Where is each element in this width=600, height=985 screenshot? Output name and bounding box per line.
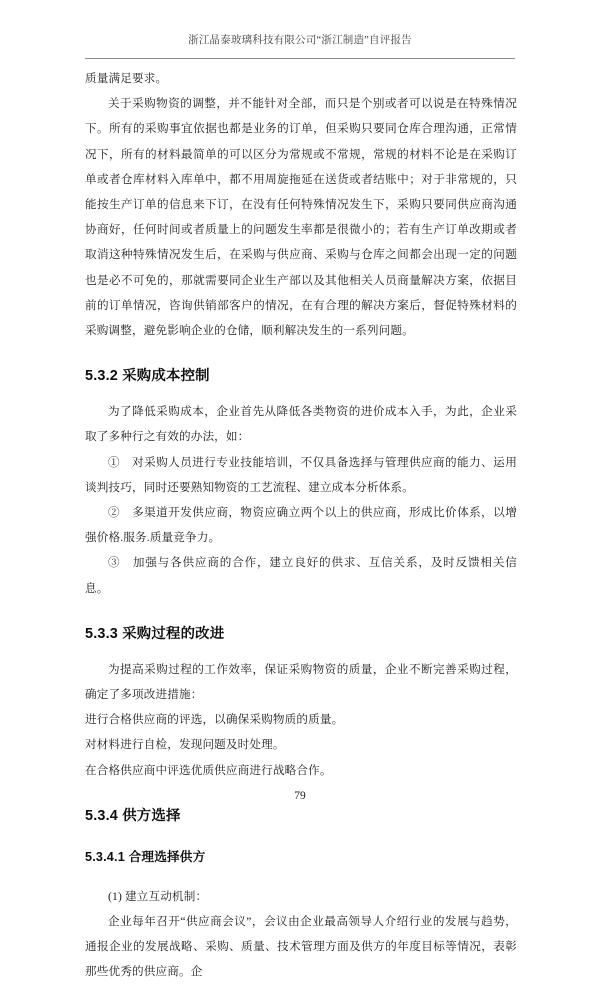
page-header [85,34,515,48]
section-heading-5-3-4: 5.3.4 供方选择 [85,807,181,824]
section-heading-5-3-4-1: 5.3.4.1 合理选择供方 [85,849,206,864]
section-5-3-2-item-2: ② 多渠道开发供应商，物资应确立两个以上的供应商，形成比价体系，以增强价格.服务.质量竞争力。 [85,506,517,545]
header-title: 浙江晶泰玻璃科技有限公司“浙江制造”自评报告 [188,35,412,46]
spacer [85,601,517,622]
section-heading-5-3-2: 5.3.2 采购成本控制 [85,368,210,385]
spacer [85,343,517,364]
spacer [85,388,517,399]
spacer [85,868,517,884]
page-footer [85,786,515,804]
section-5-3-2-item-1: ① 对采购人员进行专业技能培训，不仅具备选择与管理供应商的能力、运用谈判技巧，同时还要熟知物资的工艺流程、建立成本分析体系。 [85,455,517,494]
section-5-3-2-item-3: ③ 加强与各供应商的合作，建立良好的供求、互信关系，及时反馈相关信息。 [85,556,517,595]
section-5-3-2-intro: 为了降低采购成本，企业首先从降低各类物资的进价成本入手，为此，企业采取了多种行之有效的办法，如： [85,405,517,444]
paragraph-procurement-adjustment: 关于采购物资的调整，并不能针对全部，而只是个别或者可以说是在特殊情况下。所有的采购事宜依据也都是业务的订单，但采购只要同仓库合理沟通，正常情况下，所有的材料最简单的可以区分为常规或不常规，常规的材料不论是在采购订单或者仓库材料入库单中，都不用周旋拖延在送货或者结账中；对于非常规的，只能按生产订单的信息来下订，在没有任何特殊情况发生下，采购只要同供应商沟通协商好，任何时间或者质量上的问题发生率都是很微小的；若有生产订单改期或者取消这种特殊情况发生后，在采购与供应商、采购与仓库之间都会出现一定的问题也是必不可免的，那就需要同企业生产部以及其他相关人员商量解决方案，依据目前的订单情况，咨询供销部客户的情况，在有合理的解决方案后，督促特殊材料的采购调整，避免影响企业的仓储，顺利解决发生的一系列问题。 [85,97,517,338]
spacer [85,828,517,846]
section-5-3-3-intro: 为提高采购过程的工作效率，保证采购物资的质量，企业不断完善采购过程，确定了多项改进措施： [85,662,517,702]
section-5-3-3-item-3: 在合格供应商中评选优质供应商进行战略合作。 [85,763,332,777]
section-heading-5-3-3: 5.3.3 采购过程的改进 [85,625,225,642]
page-number: 79 [294,790,306,802]
paragraph-continuation: 质量满足要求。 [85,72,168,85]
section-5-3-4-1-item-2: 企业每年召开“供应商会议”，会议由企业最高领导人介绍行业的发展与趋势，通报企业的发展战略、采购、质量、技术管理方面及供方的年度目标等情况，表彰那些优秀的供应商。企 [85,915,517,979]
spacer [85,646,517,657]
section-5-3-4-1-item-1: (1) 建立互动机制： [108,889,208,903]
header-divider [85,58,515,59]
section-5-3-3-item-1: 进行合格供应商的评选，以确保采购物质的质量。 [85,713,344,727]
page-content [85,66,517,985]
section-5-3-3-item-2: 对材料进行自检，发现问题及时处理。 [85,738,285,752]
